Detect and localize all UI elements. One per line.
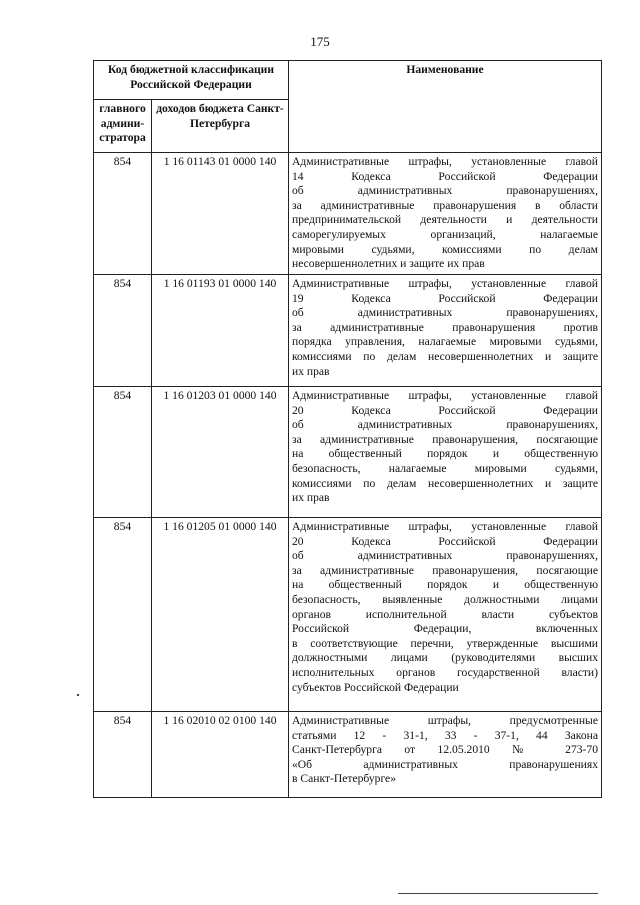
scan-artifact-line — [398, 893, 598, 894]
name-cell — [289, 518, 602, 712]
name-text-line: в соответствующие перечни, утвержденные высшими — [292, 636, 598, 650]
admin-code-cell: 854 — [94, 275, 152, 387]
name-text-line: их прав — [292, 491, 330, 505]
name-text-line: 20 Кодекса Российской Федерации — [292, 403, 598, 417]
revenue-code-cell: 1 16 01193 01 0000 140 — [152, 275, 289, 387]
header-name: Наименование — [289, 61, 602, 153]
name-text-line: субъектов Российской Федерации — [292, 680, 459, 694]
name-cell — [289, 153, 602, 275]
revenue-code-cell: 1 16 01143 01 0000 140 — [152, 153, 289, 275]
revenue-code-cell: 1 16 01205 01 0000 140 — [152, 518, 289, 712]
admin-code-cell: 854 — [94, 712, 152, 798]
name-text-line: безопасность, выявленные должностными лицами — [292, 592, 598, 606]
name-text-line: несовершеннолетних и защите их прав — [292, 257, 485, 271]
name-text-line: Российской Федерации, включенных — [292, 622, 598, 636]
name-text-line: 19 Кодекса Российской Федерации — [292, 291, 598, 305]
name-text-line: мировыми судьями, комиссиями по делам — [292, 242, 598, 256]
table-row — [94, 153, 602, 275]
name-text-line: предпринимательской деятельности и деятельности — [292, 213, 598, 227]
name-text-line: за административные правонарушения против — [292, 320, 598, 334]
table-row — [94, 387, 602, 518]
table-row — [94, 712, 602, 798]
name-text-line: должностными лицами (руководителями высших — [292, 651, 598, 665]
table-row — [94, 518, 602, 712]
table-header-row — [94, 61, 602, 100]
budget-classification-table — [93, 60, 602, 798]
header-classification-code: Код бюджетной классификации Российской Федерации — [94, 61, 289, 100]
admin-code-cell: 854 — [94, 153, 152, 275]
admin-code-cell: 854 — [94, 518, 152, 712]
table-row — [94, 275, 602, 387]
name-text-line: на общественный порядок и общественную — [292, 447, 598, 461]
name-text-line: саморегулируемых организаций, налагаемые — [292, 227, 598, 241]
name-text-line: за административные правонарушения в области — [292, 198, 598, 212]
name-text-line: об административных правонарушениях, — [292, 418, 598, 432]
name-cell — [289, 275, 602, 387]
name-text-line: статьями 12 - 31-1, 33 - 37-1, 44 Закона — [292, 728, 598, 742]
scan-artifact-dot — [77, 694, 79, 696]
header-main-administrator: главного админи-стратора — [94, 100, 152, 153]
name-text-line: 20 Кодекса Российской Федерации — [292, 534, 598, 548]
name-text-line: безопасность, налагаемые мировыми судьями, — [292, 461, 598, 475]
page-number: 175 — [310, 34, 330, 49]
name-text-line: Административные штрафы, предусмотренные — [292, 714, 598, 727]
name-text-line: комиссиями по делам несовершеннолетних и защите — [292, 476, 598, 490]
revenue-code-cell: 1 16 01203 01 0000 140 — [152, 387, 289, 518]
name-text-line: Административные штрафы, установленные главой — [292, 520, 598, 533]
name-text-line: об административных правонарушениях, — [292, 184, 598, 198]
name-text-line: Санкт-Петербурга от 12.05.2010 № 273-70 — [292, 743, 598, 757]
name-text-line: исполнительных органов государственной власти) — [292, 665, 598, 679]
header-revenue-code: доходов бюджета Санкт-Петербурга — [152, 100, 289, 153]
name-text-line: комиссиями по делам несовершеннолетних и защите — [292, 349, 598, 363]
name-cell — [289, 387, 602, 518]
name-text-line: их прав — [292, 364, 330, 378]
name-text-line: за административные правонарушения, посягающие — [292, 432, 598, 446]
name-text-line: порядка управления, налагаемые мировыми судьями, — [292, 335, 598, 349]
name-text-line: Административные штрафы, установленные главой — [292, 277, 598, 290]
name-text-line: органов исполнительной власти субъектов — [292, 607, 598, 621]
name-text-line: в Санкт-Петербурге» — [292, 772, 396, 786]
name-text-line: Административные штрафы, установленные главой — [292, 155, 598, 168]
name-text-line: «Об административных правонарушениях — [292, 757, 598, 771]
name-text-line: на общественный порядок и общественную — [292, 578, 598, 592]
name-text-line: за административные правонарушения, посягающие — [292, 563, 598, 577]
name-cell — [289, 712, 602, 798]
name-text-line: Административные штрафы, установленные главой — [292, 389, 598, 402]
revenue-code-cell: 1 16 02010 02 0100 140 — [152, 712, 289, 798]
name-text-line: об административных правонарушениях, — [292, 549, 598, 563]
admin-code-cell: 854 — [94, 387, 152, 518]
name-text-line: 14 Кодекса Российской Федерации — [292, 169, 598, 183]
name-text-line: об административных правонарушениях, — [292, 306, 598, 320]
